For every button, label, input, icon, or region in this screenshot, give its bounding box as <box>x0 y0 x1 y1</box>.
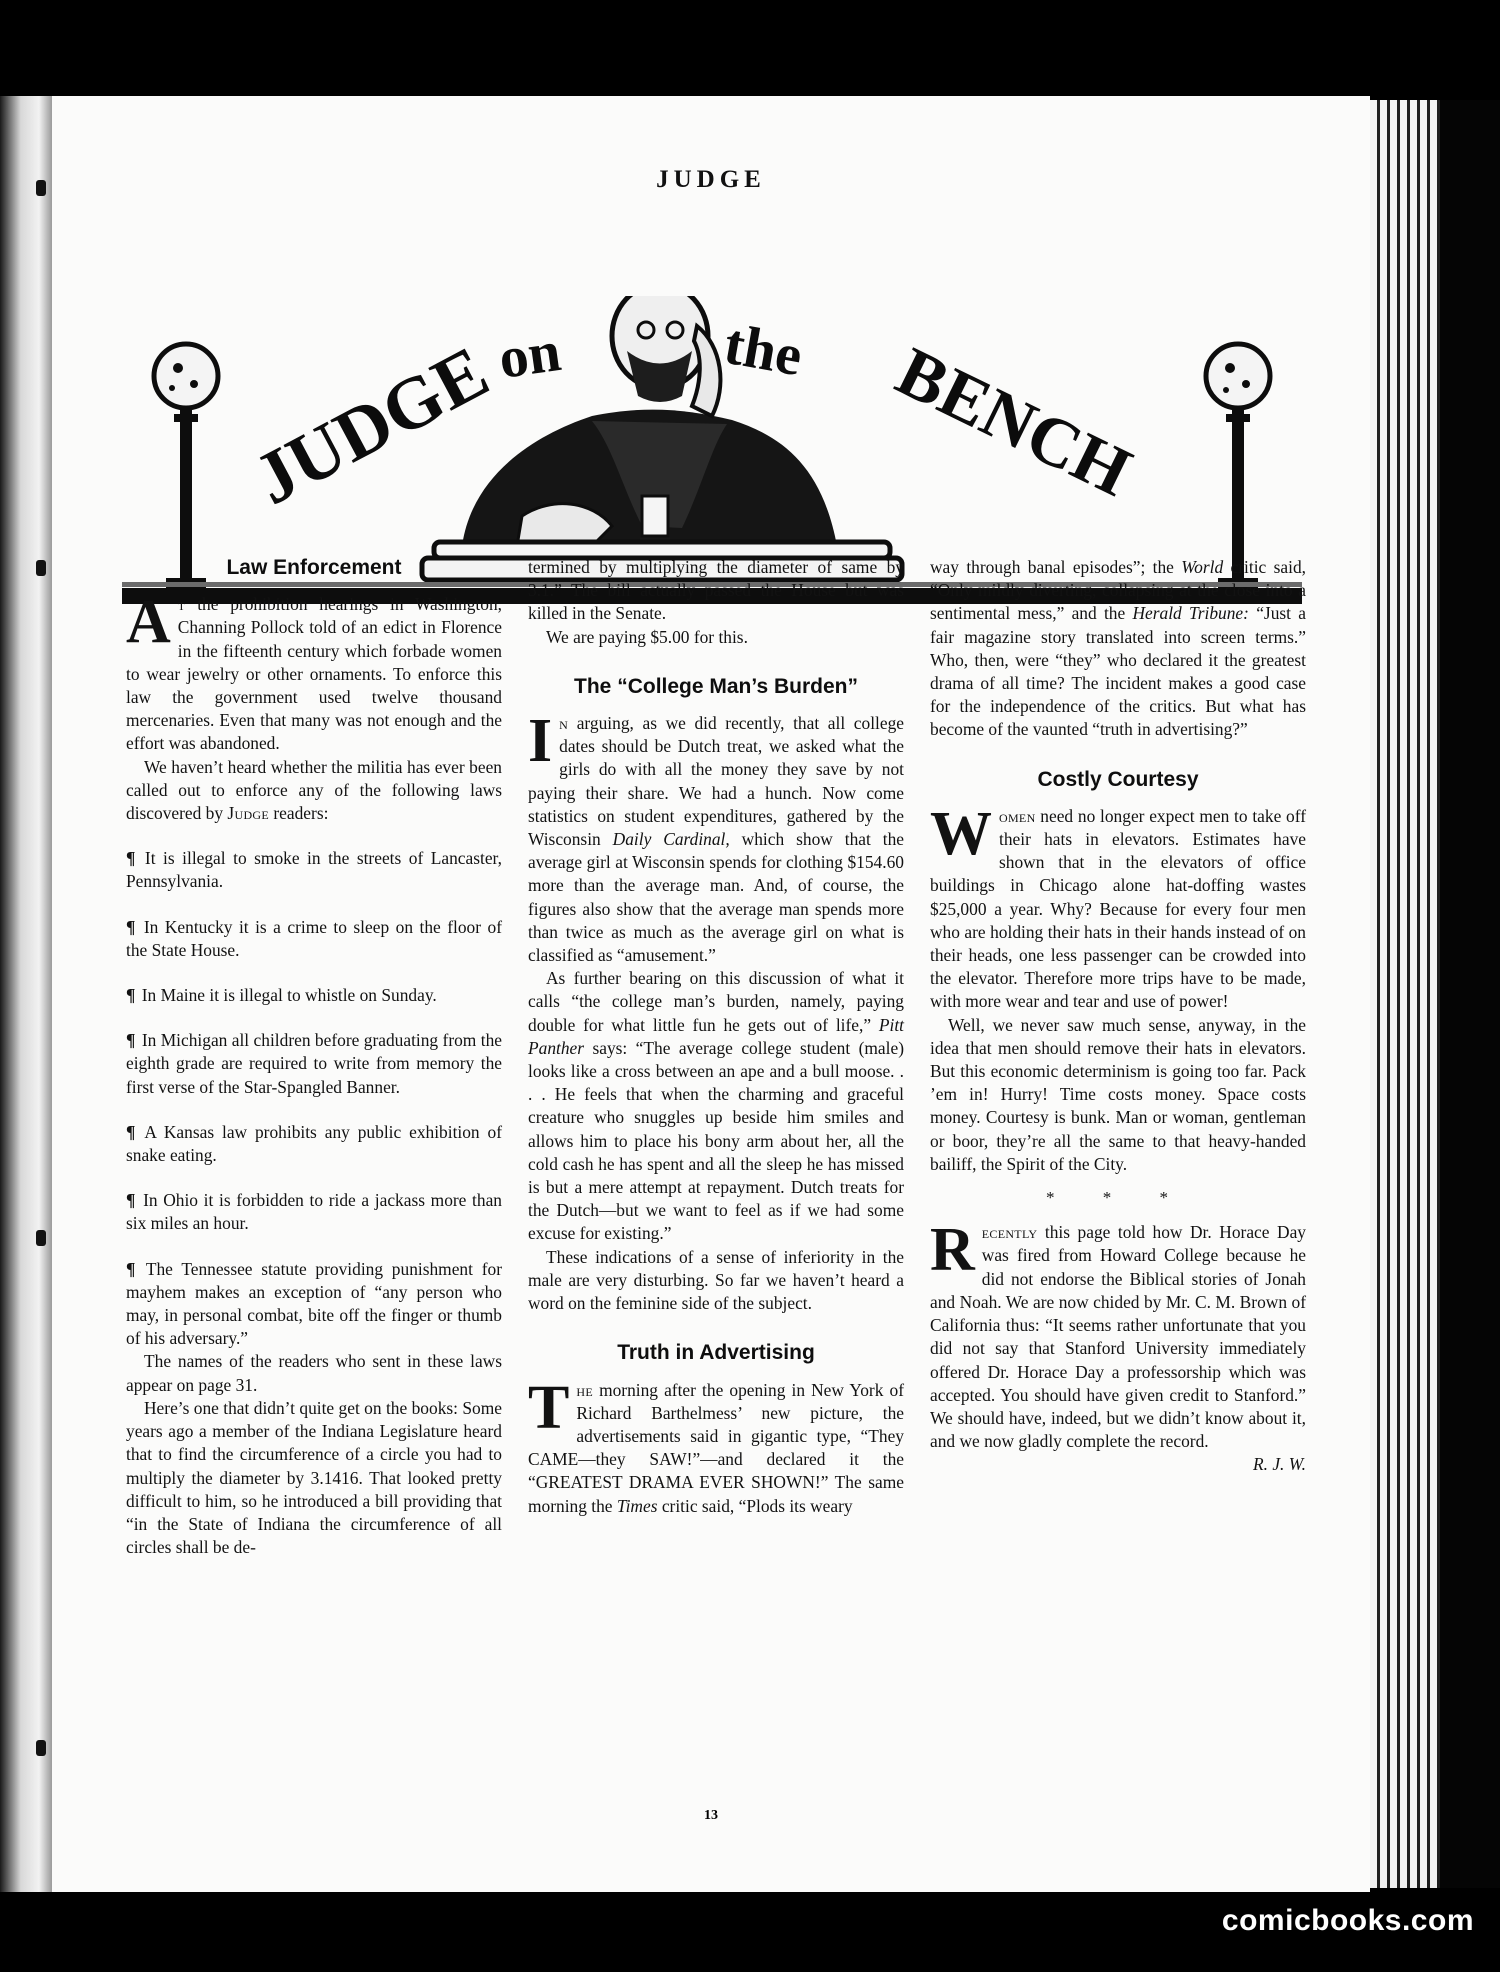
watermark: comicbooks.com <box>1221 1904 1474 1937</box>
paragraph: We haven’t heard whether the militia has ever been called out to enforce any of the following laws discovered by Judge readers: <box>126 756 502 824</box>
paragraph: At the prohibition hearings in Washington, Channing Pollock told of an edict in Florence in the fifteenth century which forbade women to wear jewelry or other ornaments. To enforce this law the government used twelve thousand mercenaries. Even that many was not enough and the effort was abandoned. <box>126 588 502 754</box>
law-item: ¶ A Kansas law prohibits any public exhibition of snake eating. <box>126 1121 503 1166</box>
right-lamp-icon <box>1206 344 1270 592</box>
masthead-word-the: the <box>719 310 808 389</box>
paragraph: We are paying $5.00 for this. <box>546 626 748 647</box>
column-3 <box>930 556 1306 1891</box>
left-lamp-icon <box>154 344 218 592</box>
paragraph: The names of the readers who sent in these laws appear on page 31. <box>126 1351 502 1395</box>
paragraph: Here’s one that didn’t quite get on the books: Some years ago a member of the Indiana Legislature heard that to find the circumference of a circle you had to multiply the diameter by 3.1416. That looked pretty difficult to him, so he introduced a bill providing that “in the State of Indiana the circumference of all circles shall be de- <box>126 1397 502 1558</box>
paragraph: way through banal episodes”; the World critic said, “Only mildly diverting, collapsing at the close into a sentimental mess,” and the Herald Tribune: “Just a fair magazine story translated into screen terms.” Who, then, were “they” who declared it the greatest drama of all time? The incident makes a good case for the independence of the critics. But what has become of the vaunted “truth in advertising?” <box>930 557 1306 740</box>
masthead-word-judge: JUDGE <box>241 330 502 522</box>
masthead-word-bench: BENCH <box>884 333 1143 512</box>
paragraph: termined by multiplying the diameter of same by 3.1.” The bill actually passed the House but was killed in the Senate. <box>528 557 904 624</box>
author-signature: R. J. W. <box>1253 1454 1306 1475</box>
paragraph: Recently this page told how Dr. Horace Day was fired from Howard College because he did not endorse the Biblical stories of Jonah and Noah. We are now chided by Mr. C. M. Brown of California thus: “It seems rather unfortunate that you did not say that Stanford University immediately offered Dr. Horace Day a professorship which was accepted. You should have given credit to Stanford.” We should have, indeed, but we didn’t know about it, and we now gladly complete the record. <box>930 1216 1306 1452</box>
paragraph: As further bearing on this discussion of what it calls “the college man’s burden, namely, paying double for what little fun he gets out of life,” Pitt Panther says: “The average college student (male) looks like a cross between an ape and a bull moose. . . . He feels that when the charming and graceful creature who snuggles up beside him smiles and allows him to place his bony arm about her, all the cold cash he has spent and all the sleep he has missed is but a mere attempt at repayment. Dutch treats for the Dutch—but we want to feel as if we had some excuse for existing.” <box>528 968 904 1244</box>
drop-cap: W <box>930 799 992 868</box>
section-heading-law-enforcement: Law Enforcement <box>226 556 402 579</box>
law-item: ¶ In Kentucky it is a crime to sleep on the floor of the State House. <box>126 916 502 960</box>
law-item: ¶ In Michigan all children before graduating from the eighth grade are required to write from memory the first verse of the Star-Spangled Banner. <box>126 1030 502 1097</box>
magazine-page <box>52 96 1370 1892</box>
paragraph: These indications of a sense of inferiority in the male are very disturbing. So far we haven’t heard a word on the feminine side of the subject. <box>528 1246 904 1314</box>
paragraph: Women need no longer expect men to take off their hats in elevators. Estimates have shown that in the elevators of office buildings in Chicago alone hat-doffing wastes $25,000 a year. Why? Because for every four men who are holding their hats in their hands instead of on their heads, one less passenger can be crowded into the elevator. Therefore more trips have to be made, with more wear and tear and use of power! <box>930 799 1306 1012</box>
law-item: ¶ The Tennessee statute providing punishment for mayhem makes an exception of “any person who may, in personal combat, bite off the finger or thumb of his adversary.” <box>126 1258 502 1349</box>
section-heading-truth-in-advertising: Truth in Advertising <box>617 1341 815 1365</box>
drop-cap: T <box>528 1373 570 1442</box>
paragraph: In arguing, as we did recently, that all college dates should be Dutch treat, we asked what the girls do with all the money they save by not paying their share. We had a hunch. Now come statistics on student expenditures, gathered by the Wisconsin Daily Cardinal, which show that the average girl at Wisconsin spends for clothing $154.60 more than the average man. And, of course, the figures also show that the average man spends more than twice as much as the average girl on what is classified as “amusement.” <box>528 707 905 966</box>
pilcrow-icon: ¶ <box>126 848 136 869</box>
section-divider-stars: * * * <box>1046 1188 1190 1208</box>
pilcrow-icon: ¶ <box>126 1258 136 1279</box>
section-heading-college-mans-burden: The “College Man’s Burden” <box>574 674 858 698</box>
article-columns <box>126 556 1306 1891</box>
paragraph: The morning after the opening in New York of Richard Barthelmess’ new picture, the advertisements said in gigantic type, “They CAME—they SAW!”—and declared it the “GREATEST DRAMA EVER SHOWN!” The same morning the Times critic said, “Plods its weary <box>528 1373 904 1516</box>
pilcrow-icon: ¶ <box>126 985 136 1006</box>
left-page-edge <box>0 96 52 1892</box>
scan-background <box>1440 100 1500 1888</box>
page-stack-edges <box>1370 100 1440 1888</box>
pilcrow-icon: ¶ <box>126 1121 136 1142</box>
drop-cap: I <box>528 707 553 776</box>
column-1 <box>126 556 502 1891</box>
column-2 <box>528 556 904 1891</box>
law-item: ¶ It is illegal to smoke in the streets of Lancaster, Pennsylvania. <box>126 848 502 892</box>
section-heading-costly-courtesy: Costly Courtesy <box>1037 767 1199 791</box>
pilcrow-icon: ¶ <box>126 916 136 937</box>
drop-cap: A <box>126 588 171 657</box>
pilcrow-icon: ¶ <box>126 1190 136 1211</box>
magazine-title: JUDGE <box>656 166 766 193</box>
masthead-word-on: on <box>494 317 565 391</box>
paragraph: Well, we never saw much sense, anyway, in the idea that men should remove their hats in elevators. But this economic determinism is going too far. Pack ’em in! Hurry! Time costs money. Space costs money. Courtesy is bunk. Man or woman, gentleman or boor, they’re all the same to that heavy-handed bailiff, the Spirit of the City. <box>930 1014 1306 1174</box>
drop-cap: R <box>930 1216 975 1285</box>
law-item: ¶ In Maine it is illegal to whistle on Sunday. <box>126 985 437 1006</box>
law-item: ¶ In Ohio it is forbidden to ride a jackass more than six miles an hour. <box>126 1190 502 1234</box>
page-number: 13 <box>704 1808 718 1823</box>
pilcrow-icon: ¶ <box>126 1030 136 1051</box>
